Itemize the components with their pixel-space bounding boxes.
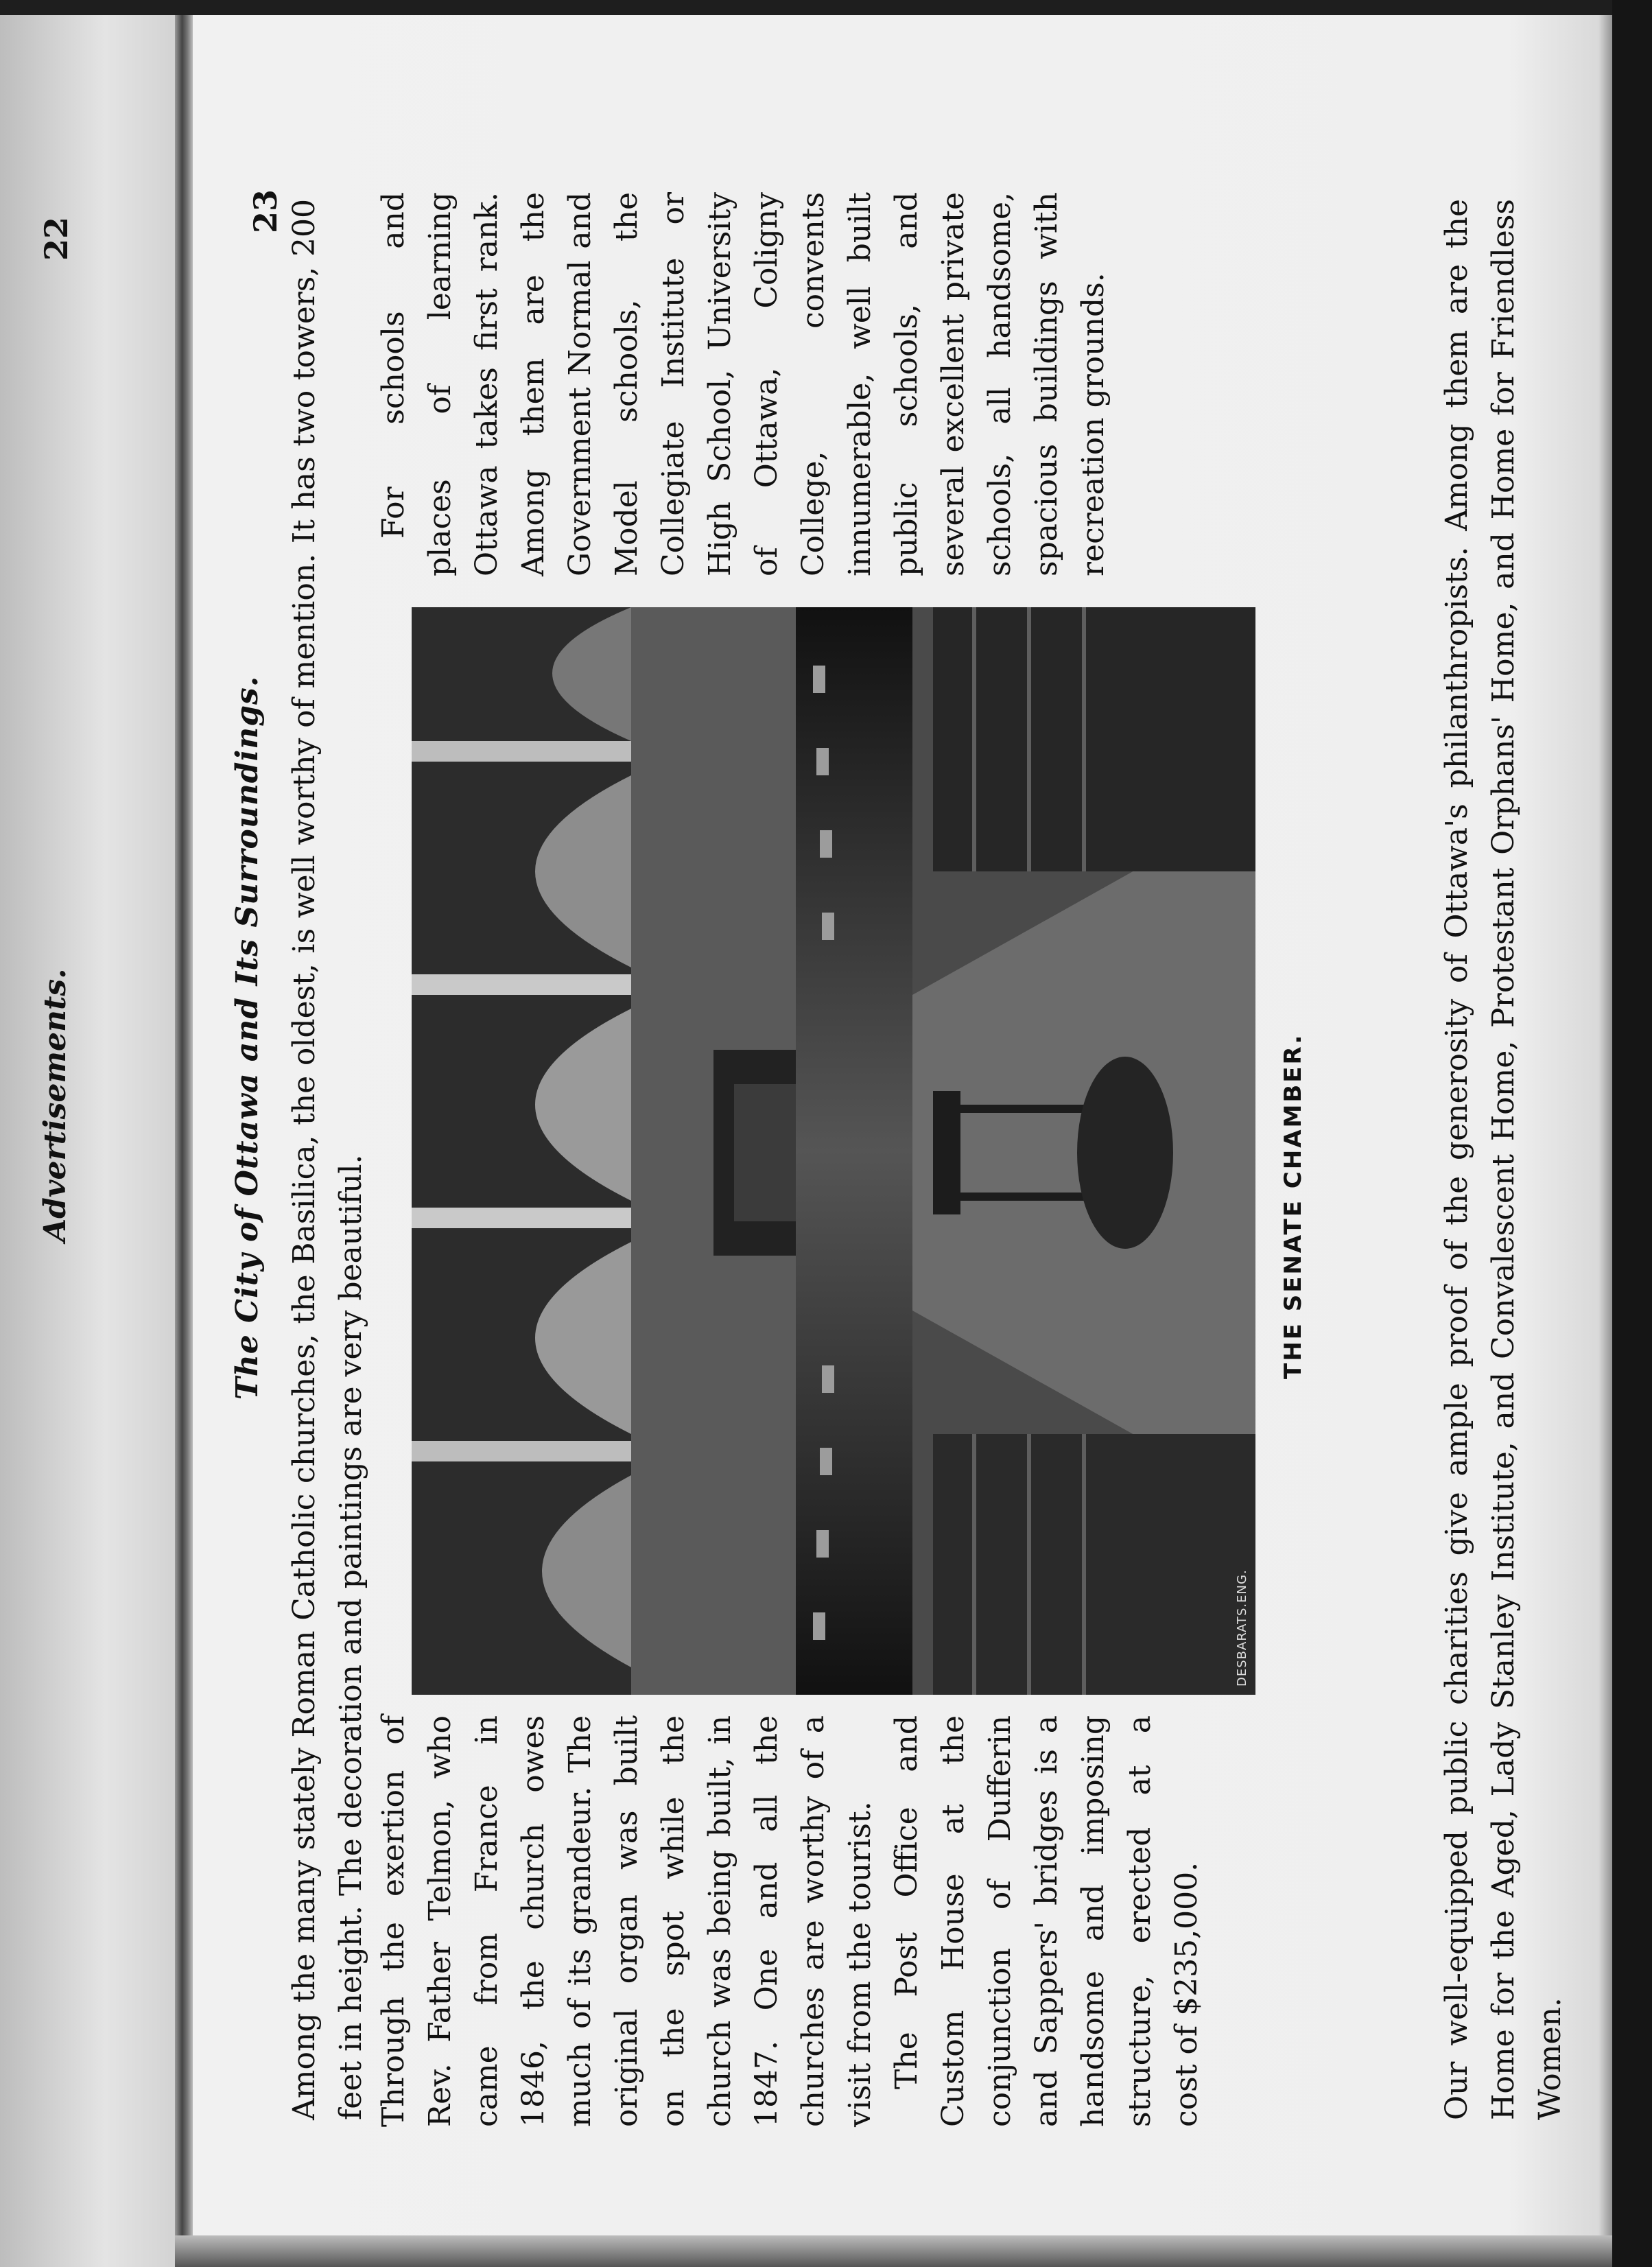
previous-page-title: Advertisements. — [38, 968, 73, 1242]
engraver-credit: DESBARATS.ENG. — [1235, 1569, 1249, 1687]
scan-top-edge — [0, 0, 1652, 15]
intro-paragraph: Among the many stately Roman Catholic churches, the Basilica, the oldest, is well worthy of mention. It has two towers, 200 feet in height. The decoration and paintings are very beautiful. — [287, 199, 368, 2120]
senate-chamber-illustration — [412, 607, 1255, 1695]
left-column — [370, 1715, 1210, 2127]
charities-paragraph: Our well-equipped public charities give ample proof of the generosity of Ottawa's philanthropists. Among them are the Home for the Aged, Lady Stanley Institute, and Convalescent Home, Protestant Orphans' Home, and Home for Friendless Women. — [1439, 199, 1568, 2120]
right-column — [370, 192, 1117, 576]
senate-chamber-photo — [412, 607, 1255, 1695]
book-gutter — [175, 0, 193, 2267]
previous-page — [0, 55, 172, 2127]
scan-right-edge — [1612, 0, 1652, 2267]
scan-bottom-edge — [175, 2235, 1636, 2267]
photo-caption: THE SENATE CHAMBER. — [1279, 1033, 1307, 1379]
paragraph-post-office: The Post Office and Custom House at the conjunction of Dufferin and Sappers' bridges is a handsome and imposing structure, erected at a cost of $235,000. — [889, 1715, 1204, 2127]
paragraph-basilica: Through the exertion of Rev. Father Telmon, who came from France in 1846, the church owes much of its grandeur. The original organ was built on the spot while the church was being built, in 1847. One and all the churches are worthy of a visit from the tourist. — [376, 1715, 877, 2127]
page-number: 23 — [247, 189, 284, 233]
running-title: The City of Ottawa and Its Surroundings. — [230, 675, 265, 1400]
paragraph-schools: For schools and places of learning Ottawa takes first rank. Among them are the Government Normal and Model schools, the Collegiate Institute or High School, University of Ottawa, Coligny College, convents innumerable, well built public schools, and several excellent private schools, all handsome, spacious buildings with recreation grounds. — [376, 192, 1111, 576]
book-page — [206, 55, 1612, 2127]
previous-page-number: 22 — [38, 216, 75, 261]
